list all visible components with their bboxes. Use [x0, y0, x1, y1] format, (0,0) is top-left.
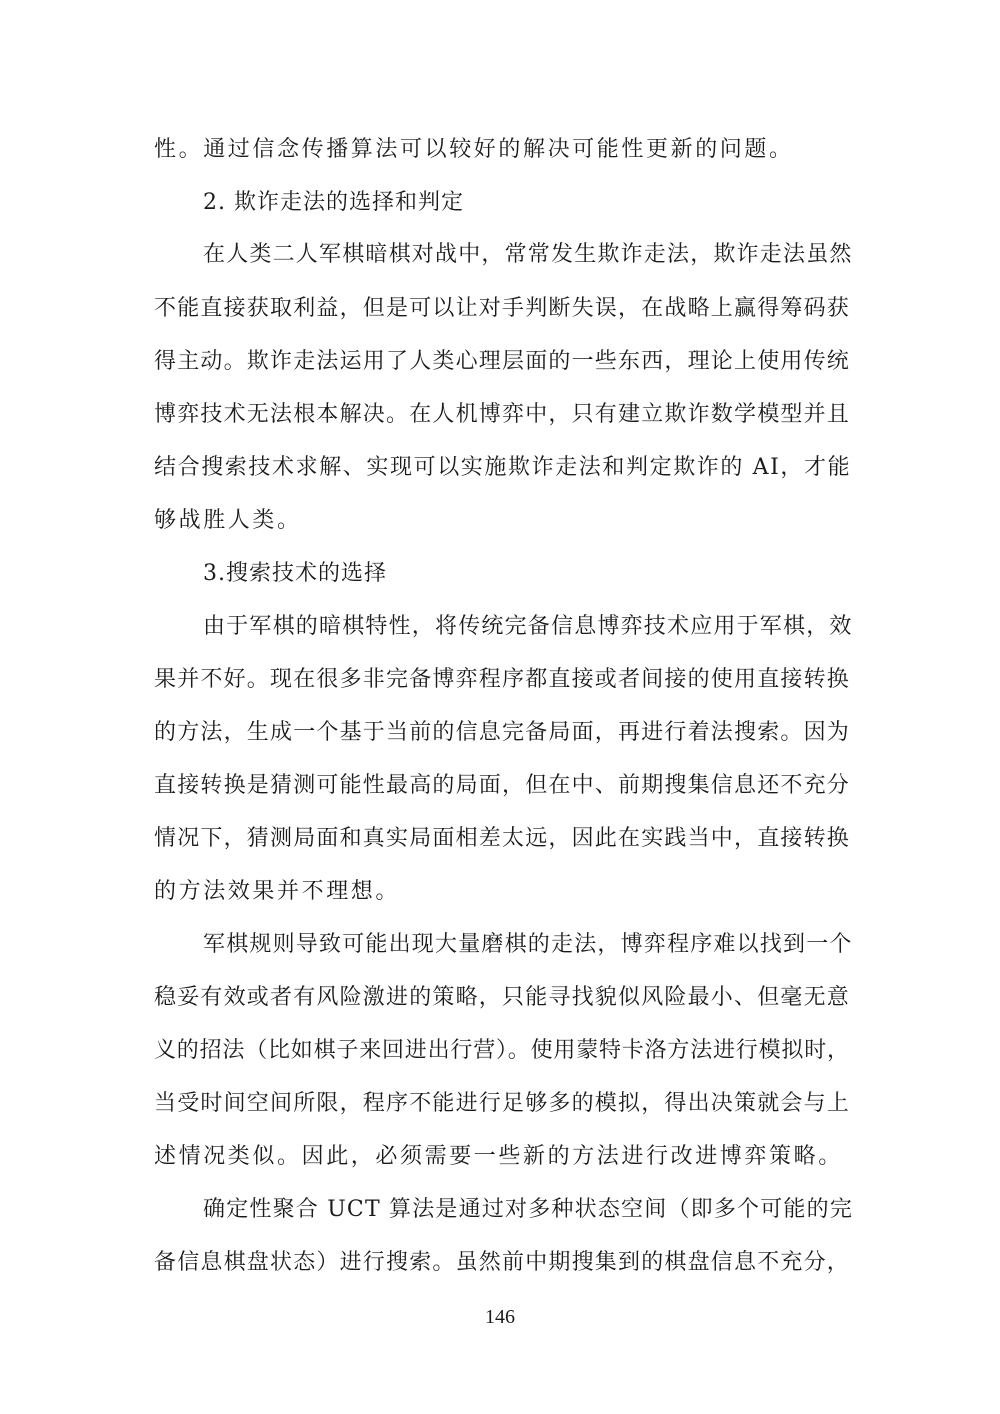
paragraph-line: 结合搜索技术求解、实现可以实施欺诈走法和判定欺诈的 AI，才能 — [154, 455, 852, 480]
paragraph-line: 义的招法（比如棋子来回进出行营）。使用蒙特卡洛方法进行模拟时， — [154, 1038, 850, 1063]
paragraph-line: 得主动。欺诈走法运用了人类心理层面的一些东西，理论上使用传统 — [154, 349, 851, 374]
section-heading-2: 2. 欺诈走法的选择和判定 — [203, 190, 464, 215]
paragraph-line: 稳妥有效或者有风险激进的策略，只能寻找貌似风险最小、但毫无意 — [154, 985, 851, 1010]
paragraph-line: 情况下，猜测局面和真实局面相差太远，因此在实践当中，直接转换 — [154, 826, 851, 851]
paragraph-line: 备信息棋盘状态）进行搜索。虽然前中期搜集到的棋盘信息不充分， — [154, 1250, 851, 1275]
paragraph-line: 直接转换是猜测可能性最高的局面，但在中、前期搜集信息还不充分 — [154, 773, 851, 798]
paragraph-line: 性。通过信念传播算法可以较好的解决可能性更新的问题。 — [154, 137, 794, 162]
paragraph-line: 军棋规则导致可能出现大量磨棋的走法，博弈程序难以找到一个 — [203, 932, 853, 957]
paragraph-line: 的方法，生成一个基于当前的信息完备局面，再进行着法搜索。因为 — [154, 720, 851, 745]
page-number: 146 — [485, 1306, 515, 1328]
paragraph-line: 果并不好。现在很多非完备博弈程序都直接或者间接的使用直接转换 — [154, 667, 851, 692]
paragraph-line: 够战胜人类。 — [154, 508, 302, 533]
paragraph-line: 述情况类似。因此，必须需要一些新的方法进行改进博弈策略。 — [154, 1144, 843, 1169]
section-heading-3: 3.搜索技术的选择 — [203, 561, 387, 586]
paragraph-line: 在人类二人军棋暗棋对战中，常常发生欺诈走法，欺诈走法虽然 — [203, 242, 853, 267]
paragraph-line: 博弈技术无法根本解决。在人机博弈中，只有建立欺诈数学模型并且 — [154, 402, 851, 427]
paragraph-line: 不能直接获取利益，但是可以让对手判断失误，在战略上赢得筹码获 — [154, 296, 851, 321]
paragraph-line: 的方法效果并不理想。 — [154, 879, 401, 904]
paragraph-line: 由于军棋的暗棋特性，将传统完备信息博弈技术应用于军棋，效 — [203, 614, 853, 639]
paragraph-line: 当受时间空间所限，程序不能进行足够多的模拟，得出决策就会与上 — [154, 1091, 851, 1116]
paragraph-line: 确定性聚合 UCT 算法是通过对多种状态空间（即多个可能的完 — [203, 1197, 854, 1222]
